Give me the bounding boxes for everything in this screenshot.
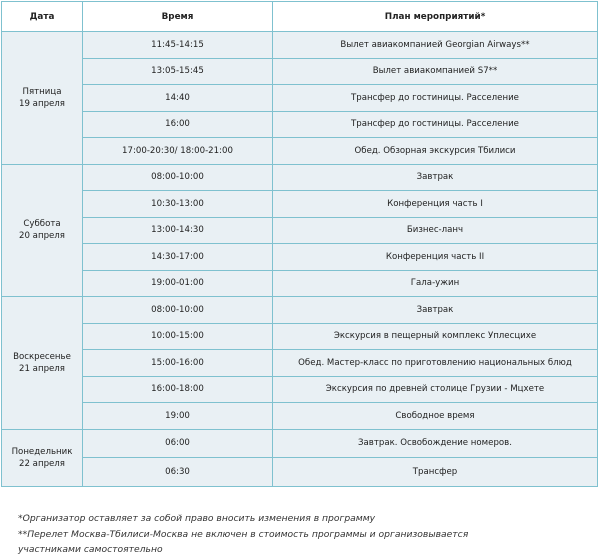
time-cell: 08:00-10:00 [83,297,273,324]
table-row [2,270,598,297]
table-row [2,350,598,377]
table-row [2,244,598,271]
plan-cell: Трансфер до гостиницы. Расселение [273,111,598,138]
table-row [2,58,598,85]
plan-cell: Гала-ужин [273,270,598,297]
header-time: Время [83,2,273,32]
table-row [2,323,598,350]
date-cell [2,32,83,165]
plan-cell: Обед. Мастер-класс по приготовлению национальных блюд [273,350,598,377]
plan-cell: Вылет авиакомпанией Georgian Airways** [273,32,598,59]
time-cell: 17:00-20:30/ 18:00-21:00 [83,138,273,165]
plan-cell: Конференция часть II [273,244,598,271]
time-cell: 15:00-16:00 [83,350,273,377]
footnote-2: **Перелет Москва-Тбилиси-Москва не включен в стоимость программы и организовывается [18,528,469,540]
footnote-2-cont: участниками самостоятельно [18,544,163,555]
table-row [2,85,598,112]
time-cell: 11:45-14:15 [83,32,273,59]
time-cell: 06:30 [83,458,273,487]
time-cell: 10:00-15:00 [83,323,273,350]
plan-cell: Бизнес-ланч [273,217,598,244]
time-cell: 16:00-18:00 [83,376,273,403]
table-row [2,458,598,487]
table-row [2,32,598,59]
plan-cell: Вылет авиакомпанией S7** [273,58,598,85]
time-cell: 14:40 [83,85,273,112]
day-name: Воскресенье [13,351,71,362]
day-name: Суббота [23,219,61,230]
time-cell: 06:00 [83,429,273,458]
date-cell [2,164,83,297]
schedule-table [1,1,598,487]
time-cell: 10:30-13:00 [83,191,273,218]
plan-cell: Экскурсия в пещерный комплекс Уплесцихе [273,323,598,350]
day-name: Пятница [22,86,62,97]
time-cell: 19:00-01:00 [83,270,273,297]
header-date: Дата [2,2,83,32]
plan-cell: Трансфер [273,458,598,487]
plan-cell: Свободное время [273,403,598,430]
day-date: 21 апреля [19,363,65,374]
time-cell: 13:05-15:45 [83,58,273,85]
time-cell: 13:00-14:30 [83,217,273,244]
table-row [2,403,598,430]
table-row [2,217,598,244]
plan-cell: Завтрак [273,297,598,324]
plan-cell: Завтрак [273,164,598,191]
table-row [2,376,598,403]
table-row [2,429,598,458]
date-cell [2,297,83,430]
plan-cell: Обед. Обзорная экскурсия Тбилиси [273,138,598,165]
day-name: Понедельник [11,446,73,457]
plan-cell: Трансфер до гостиницы. Расселение [273,85,598,112]
table-row [2,164,598,191]
footnote-1: *Организатор оставляет за собой право вносить изменения в программу [18,513,376,524]
table-row [2,138,598,165]
plan-cell: Завтрак. Освобождение номеров. [273,429,598,458]
table-row [2,191,598,218]
time-cell: 16:00 [83,111,273,138]
day-date: 20 апреля [19,231,65,242]
header-plan: План мероприятий* [273,2,598,32]
table-row [2,111,598,138]
time-cell: 19:00 [83,403,273,430]
day-date: 19 апреля [19,98,65,109]
day-date: 22 апреля [19,458,65,469]
date-cell [2,429,83,486]
footnotes [18,511,468,558]
table-row [2,297,598,324]
time-cell: 14:30-17:00 [83,244,273,271]
plan-cell: Конференция часть I [273,191,598,218]
plan-cell: Экскурсия по древней столице Грузии - Мцхете [273,376,598,403]
time-cell: 08:00-10:00 [83,164,273,191]
